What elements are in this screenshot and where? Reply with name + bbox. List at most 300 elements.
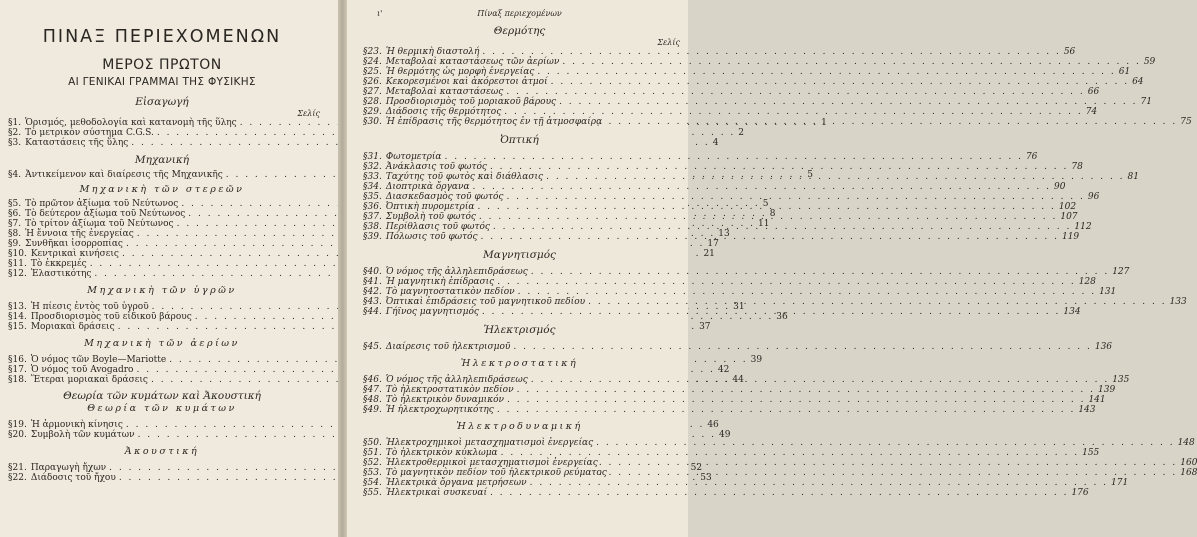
section-symbol: § bbox=[8, 199, 13, 209]
subsection-heading: Ἀκουστική bbox=[124, 446, 200, 457]
toc-entry bbox=[357, 152, 1038, 162]
section-heading: Μηχανική bbox=[134, 154, 190, 166]
section-number: 54. bbox=[367, 478, 382, 488]
page-ref: 5 bbox=[807, 170, 813, 180]
entry-title: Ὀπτικὴ πυρομετρία bbox=[385, 202, 475, 212]
entry-title: Συμβολὴ τοῦ φωτός bbox=[385, 212, 476, 222]
section-number: 1. bbox=[12, 118, 22, 128]
section-number: 36. bbox=[367, 202, 382, 212]
page-ref: 53 bbox=[700, 473, 712, 483]
page-ref: 74 bbox=[1085, 107, 1098, 117]
section-symbol: § bbox=[8, 229, 13, 239]
section-number: 2. bbox=[12, 128, 22, 138]
entry-title: Διασκεδασμὸς τοῦ φωτός bbox=[385, 192, 504, 202]
entry-title: Ταχύτης τοῦ φωτὸς καὶ διάθλασις bbox=[385, 172, 544, 182]
section-number: 29. bbox=[367, 107, 382, 117]
section-symbol: § bbox=[363, 458, 368, 468]
section-number: 42. bbox=[367, 287, 382, 297]
entry-title: Μεταβολαὶ καταστάσεως bbox=[385, 87, 504, 97]
entry-title: Ὁ νόμος τοῦ Avogadro bbox=[30, 365, 134, 375]
page-ref: 131 bbox=[1099, 287, 1117, 297]
entry-title: Τὸ ἐκκρεμές bbox=[30, 259, 87, 269]
entry-title: Διοπτρικὰ ὄργανα bbox=[385, 182, 470, 192]
section-number: 18. bbox=[12, 375, 27, 385]
dot-leader bbox=[507, 395, 1085, 405]
section-number: 45. bbox=[367, 342, 382, 352]
entry-title: Φωτομετρία bbox=[385, 152, 442, 162]
section-symbol: § bbox=[8, 312, 13, 322]
toc-entry bbox=[357, 212, 1078, 222]
entry-title: Ἕτεραι μοριακαὶ δράσεις bbox=[30, 375, 148, 385]
page-ref: 141 bbox=[1088, 395, 1106, 405]
entry-title: Ἡ πίεσις ἐντὸς τοῦ ὑγροῦ bbox=[30, 302, 149, 312]
part-subtitle: ΑΙ ΓΕΝΙΚΑΙ ΓΡΑΜΜΑΙ ΤΗΣ ΦΥΣΙΚΗΣ bbox=[68, 76, 256, 88]
page-ref: 46 bbox=[707, 420, 719, 430]
section-symbol: § bbox=[363, 478, 368, 488]
section-number: 30. bbox=[367, 117, 382, 127]
page-ref: 44 bbox=[732, 375, 744, 385]
section-symbol: § bbox=[8, 128, 13, 138]
section-symbol: § bbox=[363, 152, 368, 162]
page-ref: 61 bbox=[1118, 67, 1131, 77]
section-number: 9. bbox=[12, 239, 22, 249]
section-symbol: § bbox=[8, 219, 13, 229]
page-ref: 134 bbox=[1063, 307, 1081, 317]
page-ref: 13 bbox=[718, 229, 730, 239]
section-number: 46. bbox=[367, 375, 382, 385]
toc-entry bbox=[2, 128, 745, 138]
section-number: 47. bbox=[367, 385, 382, 395]
entry-title: Τὸ μετρικὸν σύστημα C.G.S. bbox=[25, 128, 154, 138]
toc-entry bbox=[357, 87, 1100, 97]
section-number: 39. bbox=[367, 232, 382, 242]
section-symbol: § bbox=[8, 239, 13, 249]
entry-title: Ἡ ἐπίδρασις τῆς θερμότητος ἐν τῇ ἀτμοσφαίρᾳ bbox=[385, 117, 603, 127]
entry-title: Ἀντικείμενον καὶ διαίρεσις τῆς Μηχανικῆς bbox=[25, 170, 223, 180]
section-heading: Ὀπτική bbox=[500, 134, 539, 146]
section-symbol: § bbox=[8, 209, 13, 219]
toc-entry bbox=[357, 67, 1131, 77]
toc-entry bbox=[357, 385, 1116, 395]
page-ref: 128 bbox=[1078, 277, 1096, 287]
section-symbol: § bbox=[363, 77, 368, 87]
page-ref: 160 bbox=[1180, 458, 1197, 468]
toc-entry bbox=[357, 162, 1083, 172]
section-symbol: § bbox=[8, 138, 13, 148]
subsection-heading: Θεωρία τῶν κυμάτων bbox=[87, 403, 237, 414]
section-symbol: § bbox=[363, 468, 368, 478]
entry-title: Γήϊνος μαγνητισμός bbox=[385, 307, 479, 317]
entry-title: Περίθλασις τοῦ φωτός bbox=[385, 222, 490, 232]
section-number: 8. bbox=[12, 229, 22, 239]
section-symbol: § bbox=[363, 107, 368, 117]
section-symbol: § bbox=[8, 355, 13, 365]
entry-title: Ἠλεκτρικὰ ὄργανα μετρήσεων bbox=[385, 478, 527, 488]
entry-title: Ὀπτικαὶ ἐπιδράσεις τοῦ μαγνητικοῦ πεδίου bbox=[385, 297, 586, 307]
section-number: 49. bbox=[367, 405, 382, 415]
section-number: 50. bbox=[367, 438, 382, 448]
page-ref: 133 bbox=[1169, 297, 1187, 307]
page-ref: 39 bbox=[750, 355, 763, 365]
toc-entry bbox=[357, 277, 1096, 287]
subsection-heading: Μηχανικὴ τῶν ἀερίων bbox=[84, 338, 240, 349]
entry-title: Ἡ θερμικὴ διαστολή bbox=[385, 47, 480, 57]
entry-title: Ὁ νόμος τῆς ἀλληλεπιδράσεως bbox=[385, 375, 528, 385]
page-column-label: Σελίς bbox=[657, 38, 680, 47]
toc-entry bbox=[357, 47, 1076, 57]
toc-entry bbox=[357, 267, 1130, 277]
section-number: 13. bbox=[12, 302, 27, 312]
toc-entry bbox=[357, 405, 1096, 415]
section-symbol: § bbox=[363, 222, 368, 232]
section-number: 34. bbox=[367, 182, 382, 192]
toc-entry bbox=[2, 365, 730, 375]
dot-leader bbox=[501, 448, 1079, 458]
dot-leader bbox=[531, 267, 1109, 277]
page-ref: 90 bbox=[1054, 182, 1066, 192]
section-symbol: § bbox=[8, 249, 13, 259]
toc-entry bbox=[2, 430, 731, 440]
section-symbol: § bbox=[363, 87, 368, 97]
dot-leader bbox=[477, 202, 1055, 212]
toc-entry bbox=[357, 488, 1089, 498]
dot-leader bbox=[588, 297, 1166, 307]
page-ref: 148 bbox=[1177, 438, 1195, 448]
dot-leader bbox=[559, 97, 1137, 107]
section-number: 17. bbox=[12, 365, 27, 375]
page-ref: 78 bbox=[1071, 162, 1083, 172]
section-symbol: § bbox=[363, 162, 368, 172]
dot-leader bbox=[490, 162, 1068, 172]
subsection-heading: Μηχανικὴ τῶν ὑγρῶν bbox=[87, 285, 237, 296]
entry-title: Τὸ ἠλεκτρικὸν δυναμικόν bbox=[385, 395, 504, 405]
dot-leader bbox=[537, 67, 1115, 77]
page-ref: 96 bbox=[1087, 192, 1100, 202]
dot-leader bbox=[506, 87, 1084, 97]
section-number: 32. bbox=[367, 162, 382, 172]
section-number: 38. bbox=[367, 222, 382, 232]
entry-title: Ἡ μαγνητικὴ ἐπίδρασις bbox=[385, 277, 495, 287]
dot-leader bbox=[473, 182, 1051, 192]
section-symbol: § bbox=[363, 395, 368, 405]
section-heading: Ἠλεκτρισμός bbox=[483, 324, 556, 336]
toc-entry bbox=[357, 448, 1100, 458]
section-number: 43. bbox=[367, 297, 382, 307]
section-symbol: § bbox=[363, 212, 368, 222]
entry-title: Παραγωγὴ ἤχων bbox=[30, 463, 107, 473]
section-symbol: § bbox=[363, 297, 368, 307]
page-ref: 76 bbox=[1025, 152, 1038, 162]
entry-title: Ὁρισμός, μεθοδολογία καὶ κατανομὴ τῆς ὕλης bbox=[25, 118, 237, 128]
section-number: 5. bbox=[12, 199, 22, 209]
page-ref: 71 bbox=[1140, 97, 1152, 107]
section-symbol: § bbox=[363, 172, 368, 182]
dot-leader bbox=[599, 117, 1177, 127]
section-symbol: § bbox=[8, 365, 13, 375]
toc-entry bbox=[357, 77, 1144, 87]
toc-entry bbox=[357, 172, 1139, 182]
section-heading: Θερμότης bbox=[493, 25, 546, 37]
section-number: 19. bbox=[12, 420, 27, 430]
toc-entry bbox=[357, 342, 1113, 352]
dot-leader bbox=[493, 222, 1071, 232]
section-number: 35. bbox=[367, 192, 382, 202]
running-header bbox=[357, 9, 682, 23]
entry-title: Προσδιορισμὸς τοῦ μοριακοῦ βάρους bbox=[385, 97, 557, 107]
entry-title: Διαίρεσις τοῦ ἠλεκτρισμοῦ bbox=[385, 342, 511, 352]
entry-title: Τὸ πρῶτον ἀξίωμα τοῦ Νεύτωνος bbox=[25, 199, 179, 209]
entry-title: Διάδοσις τῆς θερμότητος bbox=[385, 107, 502, 117]
section-symbol: § bbox=[363, 182, 368, 192]
page-ref: 139 bbox=[1098, 385, 1116, 395]
section-number: 28. bbox=[367, 97, 382, 107]
entry-title: Μεταβολαὶ καταστάσεως τῶν ἀερίων bbox=[385, 57, 560, 67]
page-ref: 168 bbox=[1180, 468, 1197, 478]
section-symbol: § bbox=[363, 57, 368, 67]
page-ref: 52 bbox=[690, 463, 703, 473]
dot-leader bbox=[506, 192, 1084, 202]
running-head: Πίναξ περιεχομένων bbox=[477, 9, 562, 18]
entry-title: Ἡ ἠλεκτροχωρητικότης bbox=[385, 405, 494, 415]
section-symbol: § bbox=[363, 117, 368, 127]
section-number: 7. bbox=[12, 219, 22, 229]
dot-leader bbox=[490, 488, 1068, 498]
page-ref: 1 bbox=[821, 118, 827, 128]
section-symbol: § bbox=[363, 232, 368, 242]
entry-title: Συνθῆκαι ἰσορροπίας bbox=[25, 239, 123, 249]
toc-entry bbox=[357, 57, 1156, 67]
dot-leader bbox=[546, 172, 1124, 182]
page-ref: 42 bbox=[717, 365, 730, 375]
subsection-heading: Ἠλεκτροστατική bbox=[460, 358, 579, 369]
section-symbol: § bbox=[8, 302, 13, 312]
page-ref: 66 bbox=[1087, 87, 1100, 97]
entry-title: Τὸ μαγνητικὸν πεδίον τοῦ ἠλεκτρικοῦ ρεύματος bbox=[385, 468, 607, 478]
page-ref: 49 bbox=[719, 430, 731, 440]
subsection-heading: Ἠλεκτροδυναμική bbox=[456, 421, 583, 432]
toc-entry bbox=[357, 107, 1098, 117]
section-number: 12. bbox=[12, 269, 27, 279]
page-ref: 112 bbox=[1074, 222, 1092, 232]
section-number: 15. bbox=[12, 322, 27, 332]
section-heading: Θεωρία τῶν κυμάτων καὶ Ἀκουστική bbox=[63, 390, 261, 402]
section-symbol: § bbox=[8, 420, 13, 430]
toc-entry bbox=[357, 117, 1192, 127]
section-number: 44. bbox=[367, 307, 382, 317]
page-ref: 102 bbox=[1058, 202, 1077, 212]
section-number: 51. bbox=[367, 448, 382, 458]
page-ref: 8 bbox=[769, 209, 776, 219]
section-number: 24. bbox=[367, 57, 382, 67]
section-symbol: § bbox=[363, 438, 368, 448]
toc-entry bbox=[357, 458, 1197, 468]
section-number: 55. bbox=[367, 488, 382, 498]
page-ref: 64 bbox=[1132, 77, 1144, 87]
entry-title: Ἡ θερμότης ὡς μορφὴ ἐνεργείας bbox=[385, 67, 535, 77]
toc-entry bbox=[357, 287, 1117, 297]
section-symbol: § bbox=[8, 118, 13, 128]
section-symbol: § bbox=[363, 47, 368, 57]
entry-title: Ἠλεκτροχημικοὶ μετασχηματισμοὶ ἐνεργείας bbox=[385, 438, 594, 448]
section-symbol: § bbox=[8, 269, 13, 279]
section-symbol: § bbox=[363, 385, 368, 395]
page-ref: 107 bbox=[1060, 212, 1078, 222]
entry-title: Τὸ τρίτον ἀξίωμα τοῦ Νεύτωνος bbox=[25, 219, 174, 229]
dot-leader bbox=[482, 47, 1060, 57]
page-ref: 75 bbox=[1180, 117, 1192, 127]
page-ref: 17 bbox=[707, 239, 719, 249]
dot-leader bbox=[562, 57, 1140, 67]
section-symbol: § bbox=[363, 342, 368, 352]
entry-title: Πόλωσις τοῦ φωτός bbox=[385, 232, 478, 242]
dot-leader bbox=[504, 107, 1082, 117]
section-symbol: § bbox=[363, 67, 368, 77]
section-number: 52. bbox=[367, 458, 382, 468]
entry-title: Τὸ δεύτερον ἀξίωμα τοῦ Νεύτωνος bbox=[25, 209, 186, 219]
page-column-label: Σελίς bbox=[297, 109, 320, 118]
section-number: 14. bbox=[12, 312, 27, 322]
page-ref: 11 bbox=[758, 219, 770, 229]
section-number: 53. bbox=[367, 468, 382, 478]
section-symbol: § bbox=[8, 322, 13, 332]
section-symbol: § bbox=[8, 463, 13, 473]
page-ref: 135 bbox=[1112, 375, 1130, 385]
section-number: 41. bbox=[367, 277, 382, 287]
section-number: 33. bbox=[367, 172, 382, 182]
dot-leader bbox=[599, 458, 1177, 468]
section-symbol: § bbox=[363, 405, 368, 415]
page-ref: 155 bbox=[1082, 448, 1100, 458]
section-number: 27. bbox=[367, 87, 382, 97]
page-ref: 2 bbox=[738, 128, 745, 138]
page-ref: 119 bbox=[1061, 232, 1080, 242]
page-ref: 176 bbox=[1071, 488, 1089, 498]
section-number: 16. bbox=[12, 355, 27, 365]
page-ref: 136 bbox=[1094, 342, 1113, 352]
dot-leader bbox=[481, 232, 1059, 242]
entry-title: Ἀνάκλασις τοῦ φωτός bbox=[385, 162, 487, 172]
section-heading: Μαγνητισμός bbox=[483, 249, 556, 261]
entry-title: Ἡ ἁρμονικὴ κίνησις bbox=[30, 420, 123, 430]
section-symbol: § bbox=[8, 170, 13, 180]
entry-title: Προσδιορισμὸς τοῦ εἰδικοῦ βάρους bbox=[30, 312, 192, 322]
entry-title: Ὁ νόμος τῶν Boyle—Mariotte bbox=[30, 355, 167, 365]
section-number: 10. bbox=[12, 249, 27, 259]
dot-leader bbox=[551, 77, 1129, 87]
page-ref: 171 bbox=[1111, 478, 1129, 488]
dot-leader bbox=[530, 478, 1108, 488]
section-number: 48. bbox=[367, 395, 382, 405]
dot-leader bbox=[518, 287, 1096, 297]
page-ref: 21 bbox=[703, 249, 715, 259]
section-symbol: § bbox=[363, 267, 368, 277]
page-ref: 143 bbox=[1078, 405, 1096, 415]
page-number: ι' bbox=[377, 9, 383, 18]
dot-leader bbox=[531, 375, 1109, 385]
page-ref: 59 bbox=[1143, 57, 1156, 67]
toc-entry bbox=[357, 97, 1152, 107]
entry-title: Κεκορεσμένοι καὶ ἀκόρεστοι ἀτμοί bbox=[385, 77, 548, 87]
toc-entry bbox=[357, 222, 1092, 232]
section-number: 4. bbox=[12, 170, 22, 180]
section-symbol: § bbox=[363, 287, 368, 297]
section-symbol: § bbox=[8, 375, 13, 385]
page-ref: 4 bbox=[712, 138, 719, 148]
section-symbol: § bbox=[363, 202, 368, 212]
entry-title: Τὸ ἠλεκτροστατικὸν πεδίον bbox=[385, 385, 514, 395]
toc-entry bbox=[2, 259, 322, 269]
section-number: 40. bbox=[367, 267, 382, 277]
page-ref: 31 bbox=[733, 302, 745, 312]
section-symbol: § bbox=[8, 473, 13, 483]
section-symbol: § bbox=[8, 259, 13, 269]
section-number: 20. bbox=[12, 430, 27, 440]
page-ref: 56 bbox=[1063, 47, 1076, 57]
entry-title: Τὸ ἠλεκτρικὸν κύκλωμα bbox=[385, 448, 498, 458]
book-gutter bbox=[338, 0, 347, 537]
section-symbol: § bbox=[363, 375, 368, 385]
page-ref: 37 bbox=[699, 322, 711, 332]
dot-leader bbox=[445, 152, 1023, 162]
toc-entry bbox=[357, 192, 1100, 202]
section-number: 21. bbox=[12, 463, 27, 473]
entry-title: Ἡ ἔννοια τῆς ἐνεργείας bbox=[25, 229, 134, 239]
section-heading: Εἰσαγωγή bbox=[135, 96, 189, 108]
entry-title: Ὁ νόμος τῆς ἀλληλεπιδράσεως bbox=[385, 267, 528, 277]
section-symbol: § bbox=[8, 430, 13, 440]
entry-title: Κεντρικαὶ κινήσεις bbox=[30, 249, 119, 259]
dot-leader bbox=[479, 212, 1057, 222]
entry-title: Ἠλεκτροθερμικοὶ μετασχηματισμοὶ ἐνεργείας bbox=[385, 458, 598, 468]
section-symbol: § bbox=[363, 277, 368, 287]
dot-leader bbox=[599, 468, 1177, 478]
toc-entry bbox=[357, 438, 1195, 448]
dot-leader bbox=[517, 385, 1095, 395]
section-number: 11. bbox=[12, 259, 27, 269]
entry-title: Μοριακαὶ δράσεις bbox=[30, 322, 115, 332]
toc-entry bbox=[357, 395, 1106, 405]
section-number: 23. bbox=[367, 47, 382, 57]
dot-leader bbox=[497, 405, 1075, 415]
section-number: 22. bbox=[12, 473, 27, 483]
section-number: 37. bbox=[367, 212, 382, 222]
section-symbol: § bbox=[363, 488, 368, 498]
section-symbol: § bbox=[363, 192, 368, 202]
section-symbol: § bbox=[363, 307, 368, 317]
section-number: 31. bbox=[367, 152, 382, 162]
section-number: 3. bbox=[12, 138, 22, 148]
subsection-heading: Μηχανικὴ τῶν στερεῶν bbox=[79, 184, 245, 195]
section-symbol: § bbox=[363, 448, 368, 458]
dot-leader bbox=[482, 307, 1060, 317]
entry-title: Ἐλαστικότης bbox=[30, 269, 92, 279]
page-ref: 36 bbox=[776, 312, 788, 322]
dot-leader bbox=[596, 438, 1174, 448]
section-symbol: § bbox=[363, 97, 368, 107]
dot-leader bbox=[497, 277, 1075, 287]
section-number: 6. bbox=[12, 209, 22, 219]
entry-title: Ἠλεκτρικαὶ συσκευαί bbox=[385, 488, 487, 498]
toc-entry bbox=[2, 239, 719, 249]
dot-leader bbox=[513, 342, 1091, 352]
entry-title: Συμβολὴ τῶν κυμάτων bbox=[30, 430, 135, 440]
page-ref: 127 bbox=[1112, 267, 1130, 277]
section-number: 26. bbox=[367, 77, 382, 87]
page-ref: 81 bbox=[1127, 172, 1139, 182]
entry-title: Καταστάσεις τῆς ὕλης bbox=[25, 138, 129, 148]
toc-entry bbox=[357, 182, 1066, 192]
entry-title: Τὸ μαγνητοστατικὸν πεδίον bbox=[385, 287, 515, 297]
